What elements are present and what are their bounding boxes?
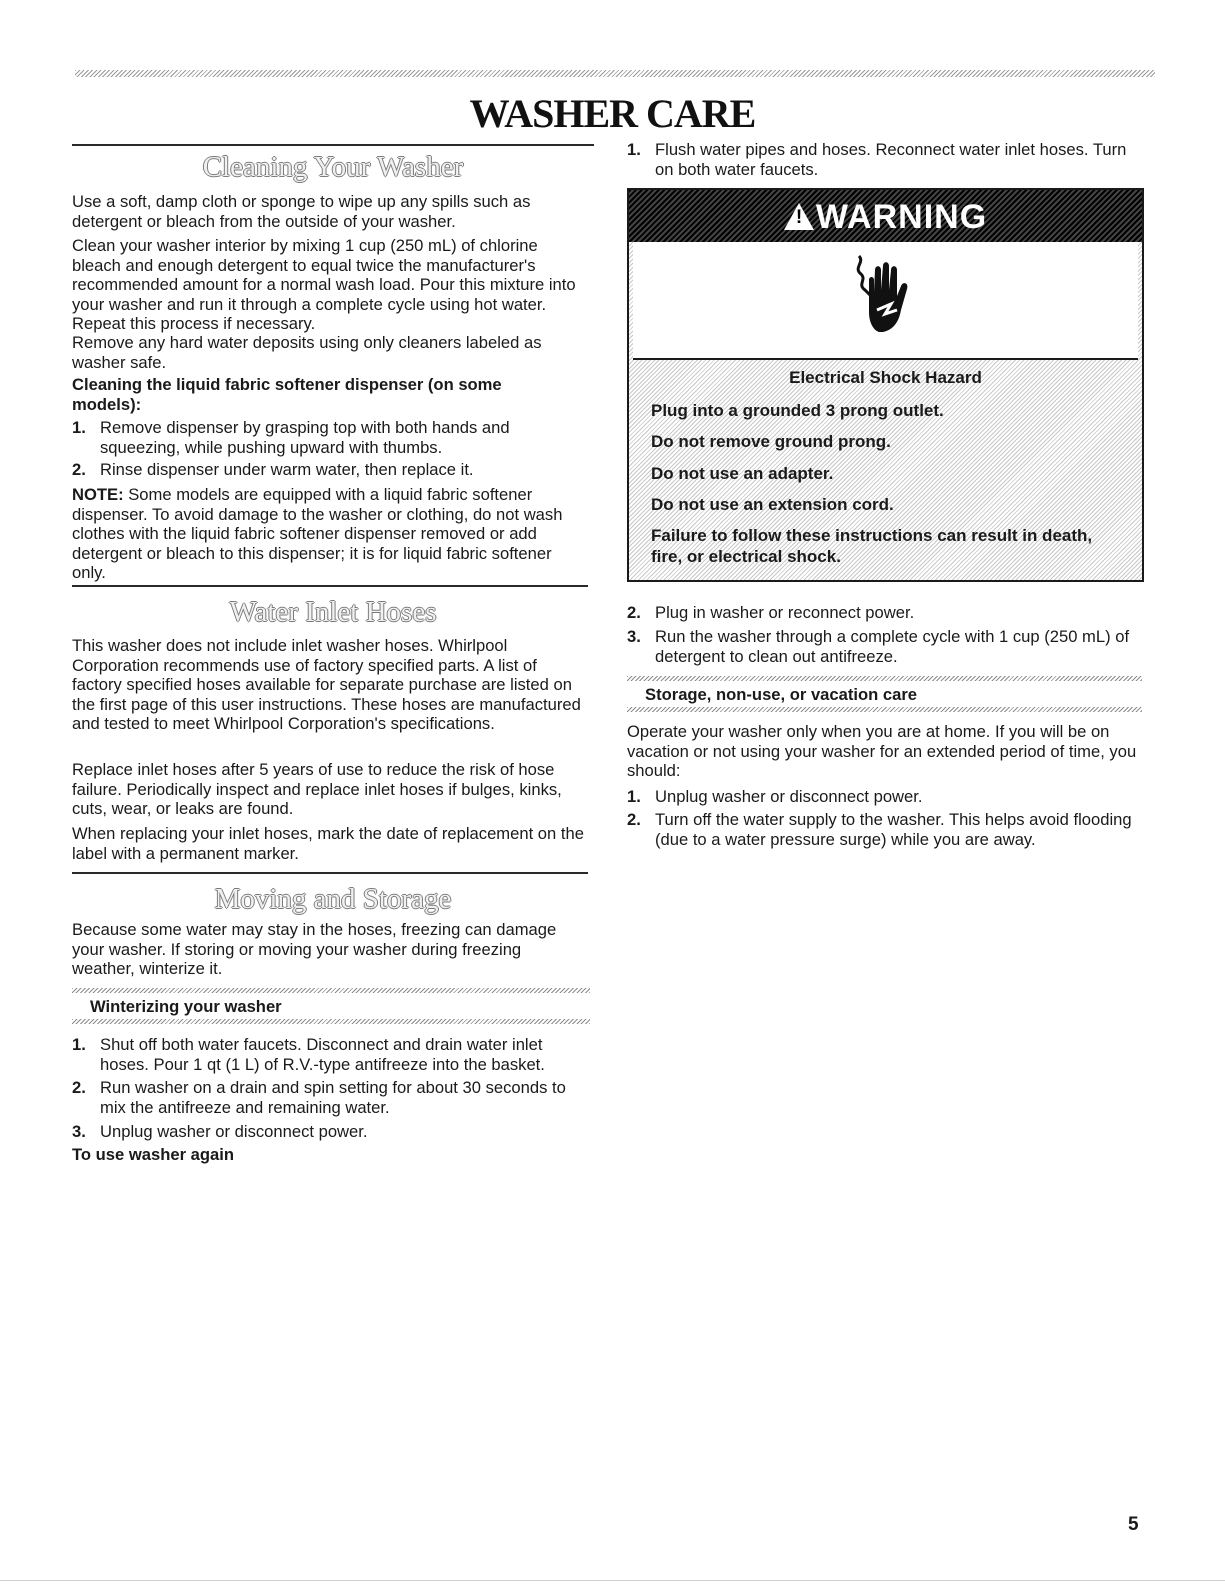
list-number: 3. bbox=[72, 1122, 86, 1141]
cleaning-heading: Cleaning Your Washer bbox=[202, 151, 464, 183]
hatch-line bbox=[72, 1019, 590, 1024]
list-text: Unplug washer or disconnect power. bbox=[100, 1122, 368, 1141]
list-number: 1. bbox=[72, 418, 86, 437]
list-item bbox=[72, 460, 584, 480]
warning-header bbox=[629, 190, 1142, 242]
electric-shock-hand-icon bbox=[851, 252, 921, 342]
use-again-label: To use washer again bbox=[72, 1145, 234, 1164]
page-title: WASHER CARE bbox=[469, 91, 756, 136]
hazard-line: Do not use an adapter. bbox=[651, 464, 834, 483]
list-text: Run the washer through a complete cycle with 1 cup (250 mL) of detergent to clean out antifreeze. bbox=[655, 627, 1130, 666]
list-item bbox=[627, 627, 1139, 666]
list-text: Turn off the water supply to the washer. This helps avoid flooding (due to a water pressure surge) while you are away. bbox=[655, 810, 1132, 849]
hazard-line: Plug into a grounded 3 prong outlet. bbox=[651, 401, 944, 420]
winterizing-band bbox=[72, 988, 590, 1024]
list-text: Remove dispenser by grasping top with both hands and squeezing, while pushing upward with thumbs. bbox=[100, 418, 510, 457]
hoses-paragraph-1: This washer does not include inlet washer hoses. Whirlpool Corporation recommends use of factory specified parts. A list of factory specified hoses available for separate purchase are listed on the first page of this user instructions. These hoses are manufactured and tested to meet Whirlpool Corporation's specifications. bbox=[72, 636, 581, 733]
list-item bbox=[72, 1122, 586, 1142]
list-text: Shut off both water faucets. Disconnect and drain water inlet hoses. Pour 1 qt (1 L) of R.V.-type antifreeze into the basket. bbox=[100, 1035, 545, 1074]
warning-box bbox=[627, 188, 1144, 582]
storage-paragraph: Operate your washer only when you are at home. If you will be on vacation or not using your washer for an extended period of time, you should: bbox=[627, 722, 1137, 780]
list-text: Rinse dispenser under warm water, then replace it. bbox=[100, 460, 474, 479]
note-text: Some models are equipped with a liquid fabric softener dispenser. To avoid damage to the washer or clothing, do not wash clothes with the liquid fabric softener dispenser removed or add detergent or bleach to this dispenser; it is for liquid fabric softener only. bbox=[72, 485, 563, 582]
hoses-heading: Water Inlet Hoses bbox=[229, 596, 437, 628]
list-number: 2. bbox=[72, 1078, 86, 1097]
list-item bbox=[627, 787, 1139, 807]
storage-label: Storage, non-use, or vacation care bbox=[645, 685, 918, 704]
list-text: Run washer on a drain and spin setting for about 30 seconds to mix the antifreeze and remaining water. bbox=[100, 1078, 566, 1117]
top-decorative-rule bbox=[75, 70, 1155, 77]
list-number: 1. bbox=[72, 1035, 86, 1054]
moving-heading: Moving and Storage bbox=[214, 883, 452, 915]
list-number: 2. bbox=[72, 460, 86, 479]
section-divider bbox=[72, 144, 594, 146]
winterizing-label: Winterizing your washer bbox=[90, 997, 282, 1016]
cleaning-paragraph-3: Remove any hard water deposits using only cleaners labeled as washer safe. bbox=[72, 333, 542, 372]
note-paragraph bbox=[72, 485, 586, 583]
list-text: Plug in washer or reconnect power. bbox=[655, 603, 915, 622]
warning-title: WARNING bbox=[815, 198, 988, 236]
list-text: Flush water pipes and hoses. Reconnect water inlet hoses. Turn on both water faucets. bbox=[655, 140, 1127, 179]
hazard-title: Electrical Shock Hazard bbox=[789, 368, 982, 387]
softener-heading: Cleaning the liquid fabric softener dispenser (on some models): bbox=[72, 375, 502, 414]
page-number: 5 bbox=[1128, 1514, 1139, 1535]
cleaning-paragraph-1: Use a soft, damp cloth or sponge to wipe up any spills such as detergent or bleach from the outside of your washer. bbox=[72, 192, 531, 231]
list-item bbox=[72, 418, 584, 457]
hand-illustration-area bbox=[633, 242, 1138, 360]
list-item bbox=[72, 1078, 586, 1117]
cleaning-paragraph-2: Clean your washer interior by mixing 1 cup (250 mL) of chlorine bleach and enough detergent to equal twice the manufacturer's recommended amount for a normal wash load. Pour this mixture into your washer and run it through a complete cycle using hot water. Repeat this process if necessary. bbox=[72, 236, 576, 333]
warning-triangle-icon: ! bbox=[784, 203, 814, 230]
hazard-line: Do not remove ground prong. bbox=[651, 432, 891, 451]
hatch-line bbox=[72, 988, 590, 993]
bottom-edge-line bbox=[0, 1580, 1225, 1581]
storage-band bbox=[627, 676, 1142, 712]
list-number: 1. bbox=[627, 140, 641, 159]
list-number: 2. bbox=[627, 603, 641, 622]
hoses-paragraph-3: When replacing your inlet hoses, mark the date of replacement on the label with a permanent marker. bbox=[72, 824, 584, 863]
hatch-line bbox=[627, 676, 1142, 681]
note-label: NOTE: bbox=[72, 485, 124, 504]
list-item bbox=[627, 140, 1139, 179]
section-divider bbox=[72, 872, 588, 874]
hazard-line: Do not use an extension cord. bbox=[651, 495, 894, 514]
section-divider bbox=[72, 585, 588, 587]
hazard-line: Failure to follow these instructions can result in death, fire, or electrical shock. bbox=[651, 526, 1093, 566]
list-item bbox=[627, 603, 1139, 623]
list-item bbox=[72, 1035, 586, 1074]
list-number: 3. bbox=[627, 627, 641, 646]
list-text: Unplug washer or disconnect power. bbox=[655, 787, 923, 806]
hatch-line bbox=[627, 707, 1142, 712]
hoses-paragraph-2: Replace inlet hoses after 5 years of use to reduce the risk of hose failure. Periodically inspect and replace inlet hoses if bulges, kinks, cuts, wear, or leaks are found. bbox=[72, 760, 562, 818]
moving-paragraph: Because some water may stay in the hoses, freezing can damage your washer. If storing or moving your washer during freezing weather, winterize it. bbox=[72, 920, 557, 978]
warning-title-row bbox=[629, 195, 1142, 239]
list-item bbox=[627, 810, 1139, 849]
list-number: 1. bbox=[627, 787, 641, 806]
list-number: 2. bbox=[627, 810, 641, 829]
